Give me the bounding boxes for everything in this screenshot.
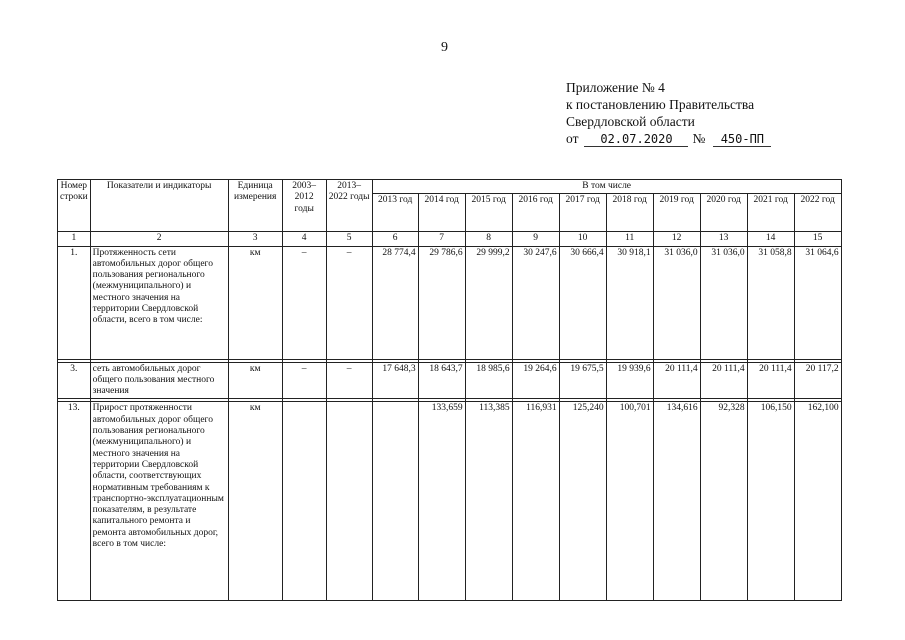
column-number: 2	[90, 232, 228, 246]
unit-cell: км	[228, 362, 282, 399]
indicators-table	[57, 179, 842, 601]
row-number: 13.	[58, 402, 91, 601]
column-number: 8	[465, 232, 512, 246]
header-period-2013-2022: 2013–2022 годы	[326, 180, 372, 232]
header-year: 2021 год	[747, 194, 794, 232]
value-cell: 29 999,2	[465, 246, 512, 359]
column-number: 4	[282, 232, 326, 246]
value-cell: 31 036,0	[700, 246, 747, 359]
value-cell: 106,150	[747, 402, 794, 601]
value-cell: 113,385	[465, 402, 512, 601]
value-cell: 31 036,0	[653, 246, 700, 359]
value-cell: 31 058,8	[747, 246, 794, 359]
column-number: 1	[58, 232, 91, 246]
header-year: 2017 год	[559, 194, 606, 232]
value-cell: 17 648,3	[372, 362, 418, 399]
header-unit: Единица измерения	[228, 180, 282, 232]
value-cell: 162,100	[794, 402, 841, 601]
resolution-number: 450-ПП	[713, 133, 771, 147]
header-year: 2015 год	[465, 194, 512, 232]
table-row	[58, 402, 842, 601]
header-year: 2018 год	[606, 194, 653, 232]
header-period-2003-2012: 2003–2012 годы	[282, 180, 326, 232]
value-cell: 134,616	[653, 402, 700, 601]
header-year: 2022 год	[794, 194, 841, 232]
appendix-signature-line	[566, 130, 771, 147]
value-cell: 30 247,6	[512, 246, 559, 359]
column-number: 14	[747, 232, 794, 246]
column-number: 5	[326, 232, 372, 246]
value-cell: 20 117,2	[794, 362, 841, 399]
value-cell: 19 675,5	[559, 362, 606, 399]
value-cell: 18 985,6	[465, 362, 512, 399]
column-number: 3	[228, 232, 282, 246]
header-indicator: Показатели и индикаторы	[90, 180, 228, 232]
value-cell: 29 786,6	[418, 246, 465, 359]
number-label: №	[692, 131, 706, 146]
value-cell: 30 918,1	[606, 246, 653, 359]
period-cell: –	[282, 362, 326, 399]
period-cell: –	[282, 246, 326, 359]
value-cell: 31 064,6	[794, 246, 841, 359]
column-number: 7	[418, 232, 465, 246]
value-cell: 92,328	[700, 402, 747, 601]
column-number: 12	[653, 232, 700, 246]
value-cell: 19 264,6	[512, 362, 559, 399]
column-number: 11	[606, 232, 653, 246]
indicator-name: Прирост протяженности автомобильных дорог общего пользования регионального (межмуниципального) и местного значения на территории Свердловской области, соответствующих нормативным требованиям к транспортно-эксплуатационным показателям, в результате капитального ремонта и ремонта автомобильных дорог, всего в том числе:	[90, 402, 228, 601]
value-cell: 18 643,7	[418, 362, 465, 399]
unit-cell: км	[228, 402, 282, 601]
appendix-resolution: к постановлению Правительства	[566, 97, 755, 112]
header-including: В том числе	[372, 180, 841, 194]
column-number: 15	[794, 232, 841, 246]
appendix-header	[566, 79, 771, 147]
value-cell: 133,659	[418, 402, 465, 601]
resolution-date: 02.07.2020	[584, 133, 688, 147]
value-cell	[372, 402, 418, 601]
value-cell: 125,240	[559, 402, 606, 601]
column-number: 13	[700, 232, 747, 246]
value-cell: 116,931	[512, 402, 559, 601]
header-year: 2019 год	[653, 194, 700, 232]
value-cell: 20 111,4	[747, 362, 794, 399]
value-cell: 20 111,4	[700, 362, 747, 399]
table-row	[58, 362, 842, 399]
appendix-authority: Свердловской области	[566, 114, 695, 129]
indicator-name: Протяженность сети автомобильных дорог общего пользования регионального (межмуниципального) и местного значения на территории Свердловской области, всего в том числе:	[90, 246, 228, 359]
value-cell: 30 666,4	[559, 246, 606, 359]
value-cell: 19 939,6	[606, 362, 653, 399]
header-year: 2013 год	[372, 194, 418, 232]
column-number: 9	[512, 232, 559, 246]
column-number: 6	[372, 232, 418, 246]
table-row	[58, 246, 842, 359]
column-number-row	[58, 232, 842, 246]
period-cell: –	[326, 246, 372, 359]
period-cell	[282, 402, 326, 601]
value-cell: 100,701	[606, 402, 653, 601]
period-cell: –	[326, 362, 372, 399]
page-number: 9	[441, 40, 448, 55]
value-cell: 20 111,4	[653, 362, 700, 399]
value-cell: 28 774,4	[372, 246, 418, 359]
row-number: 3.	[58, 362, 91, 399]
column-number: 10	[559, 232, 606, 246]
row-number: 1.	[58, 246, 91, 359]
header-year: 2020 год	[700, 194, 747, 232]
from-label: от	[566, 131, 579, 146]
header-row-number: Номер строки	[58, 180, 91, 232]
period-cell	[326, 402, 372, 601]
header-year: 2016 год	[512, 194, 559, 232]
header-year: 2014 год	[418, 194, 465, 232]
appendix-title: Приложение № 4	[566, 80, 665, 95]
indicator-name: сеть автомобильных дорог общего пользования местного значения	[90, 362, 228, 399]
unit-cell: км	[228, 246, 282, 359]
